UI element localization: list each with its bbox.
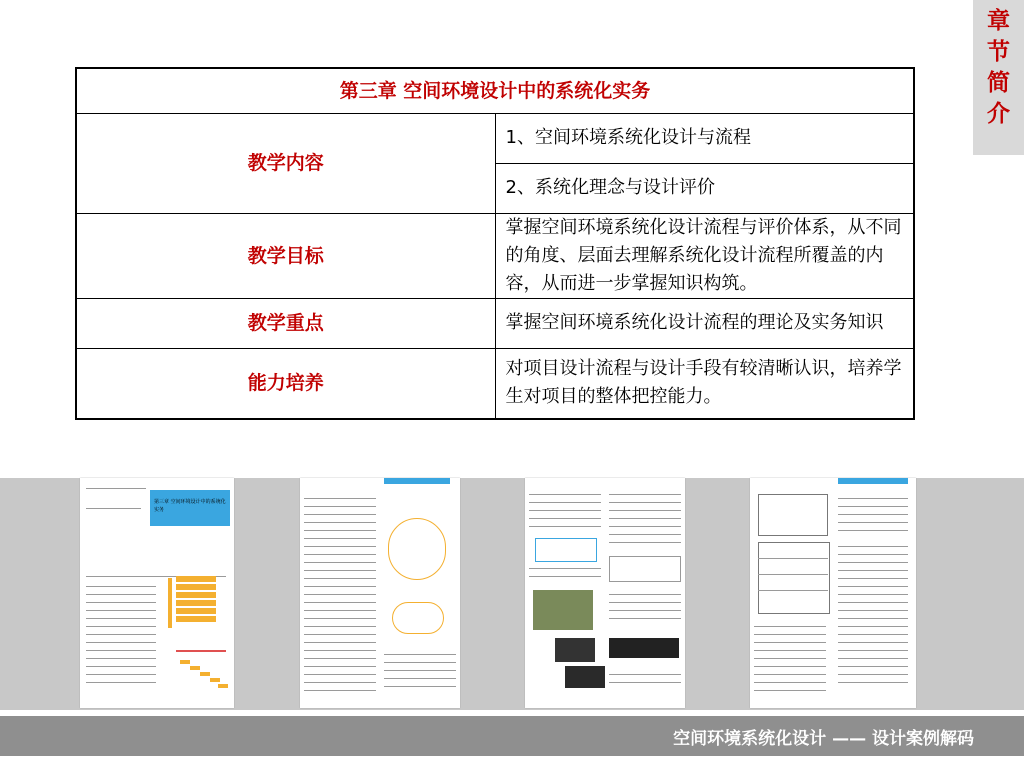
table-title: 第三章 空间环境设计中的系统化实务 (76, 68, 914, 113)
chapter-tab-char-3: 简 (987, 70, 1010, 96)
footer-title: 空间环境系统化设计 —— 设计案例解码 (673, 729, 974, 749)
chapter-tab-char-1: 章 (987, 8, 1010, 34)
footer-bar (0, 716, 1024, 756)
chapter-heading-block (150, 490, 230, 526)
book-page-thumbnail-1 (80, 478, 234, 708)
book-pages-preview (0, 478, 1024, 710)
book-page-thumbnail-2 (300, 478, 460, 708)
chapter-intro-tab (973, 0, 1024, 155)
row-label-key-points: 教学重点 (76, 298, 495, 348)
book-chapter-heading: 第三章 空间环境设计中的系统化实务 (154, 499, 226, 513)
key-points-text: 掌握空间环境系统化设计流程的理论及实务知识 (495, 298, 914, 348)
row-label-goal: 教学目标 (76, 213, 495, 298)
goal-text: 掌握空间环境系统化设计流程与评价体系，从不同的角度、层面去理解系统化设计流程所覆盖的内容，从而进一步掌握知识构筑。 (495, 213, 914, 298)
content-item-2: 2、系统化理念与设计评价 (495, 163, 914, 213)
syllabus-table (75, 67, 915, 420)
chapter-tab-char-4: 介 (987, 101, 1010, 127)
ability-text: 对项目设计流程与设计手段有较清晰认识，培养学生对项目的整体把控能力。 (495, 348, 914, 419)
row-label-ability: 能力培养 (76, 348, 495, 419)
row-label-content: 教学内容 (76, 113, 495, 213)
book-page-thumbnail-4 (750, 478, 916, 708)
chapter-tab-char-2: 节 (987, 39, 1010, 65)
content-item-1: 1、空间环境系统化设计与流程 (495, 113, 914, 163)
book-page-thumbnail-3 (525, 478, 685, 708)
